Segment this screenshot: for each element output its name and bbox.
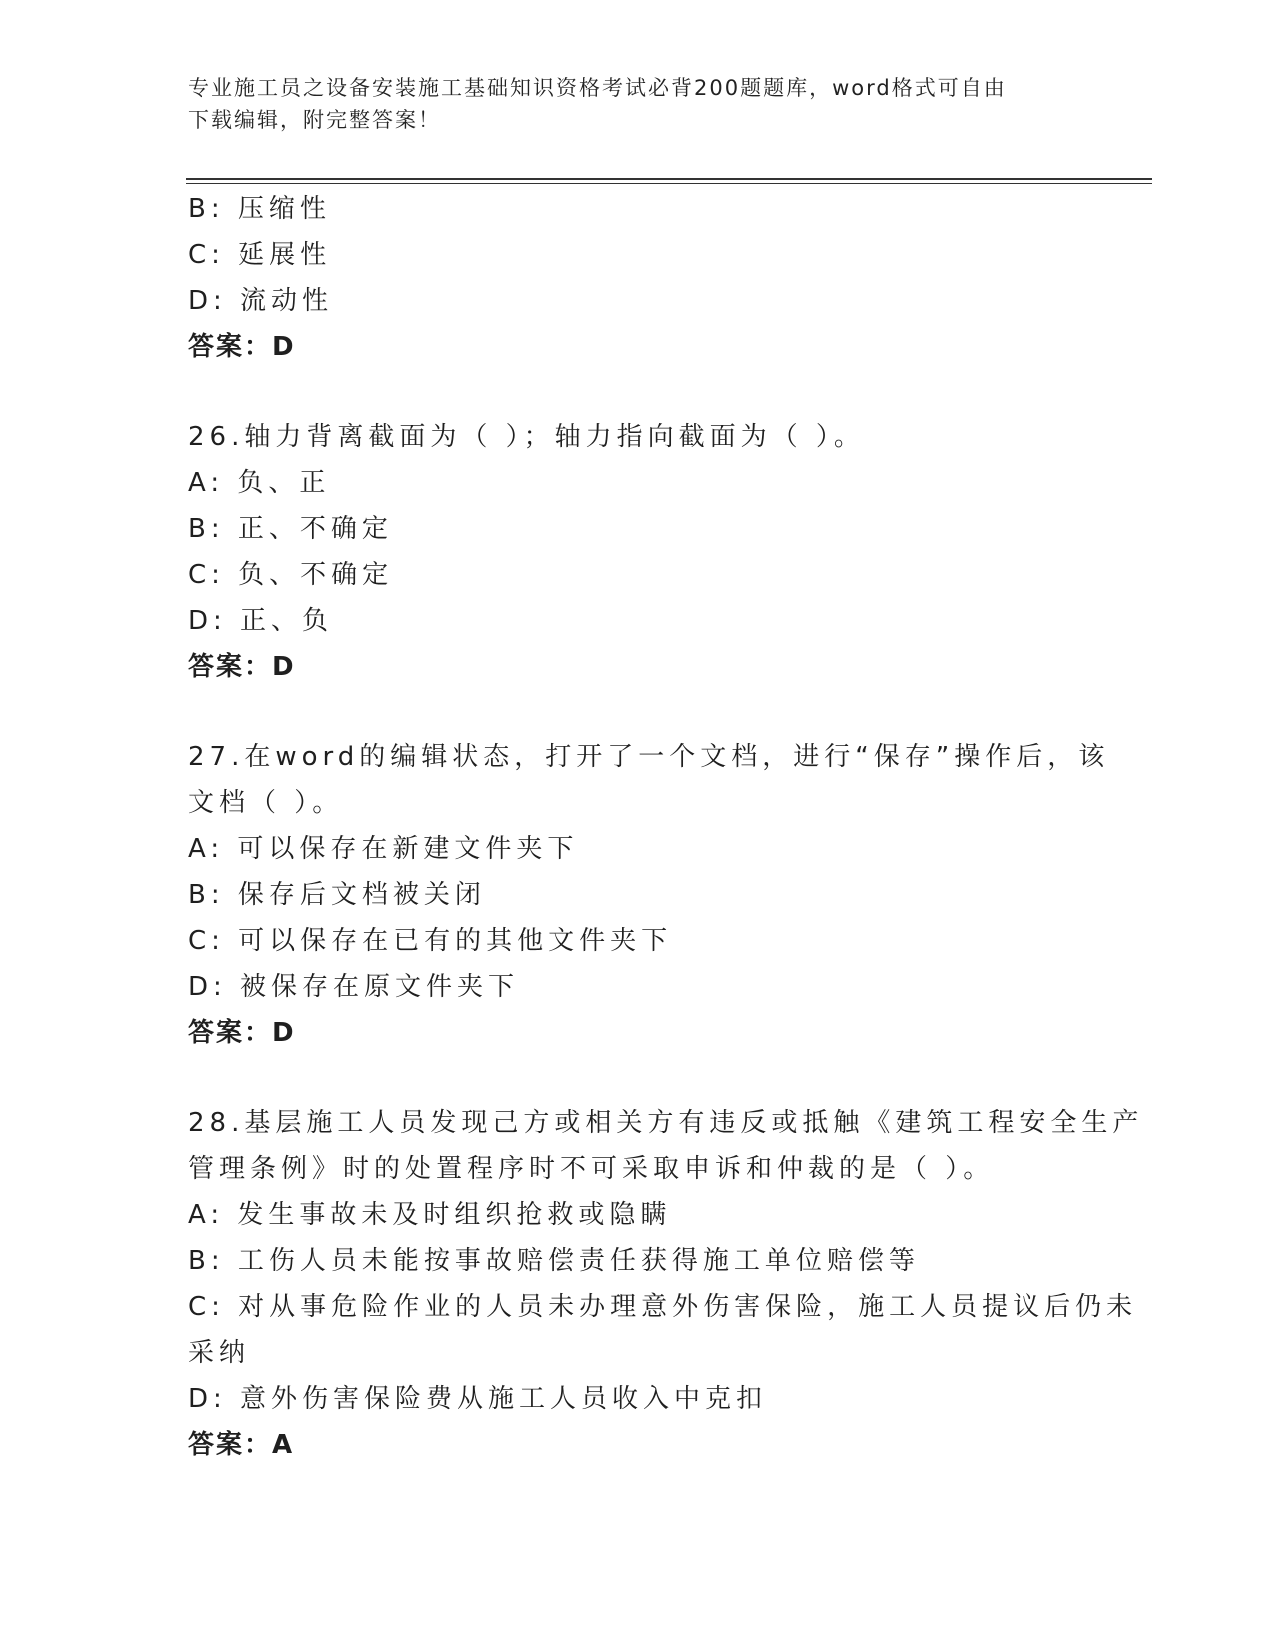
option-a: A: 发生事故未及时组织抢救或隐瞒 (188, 1200, 672, 1230)
question-26 (188, 414, 1088, 690)
document-header (188, 72, 1068, 136)
question-text-line-2: 管理条例》时的处置程序时不可采取申诉和仲裁的是（ ）。 (188, 1154, 995, 1184)
question-27 (188, 734, 1110, 1056)
option-d: D: 流动性 (188, 286, 334, 316)
option-c-line-2: 采纳 (188, 1338, 251, 1368)
option-d: D: 被保存在原文件夹下 (188, 972, 520, 1002)
option-c: C: 可以保存在已有的其他文件夹下 (188, 926, 673, 956)
option-c: C: 负、不确定 (188, 560, 394, 590)
option-a: A: 可以保存在新建文件夹下 (188, 834, 579, 864)
question-text-line-1: 28.基层施工人员发现己方或相关方有违反或抵触《建筑工程安全生产 (188, 1108, 1144, 1138)
answer: 答案：A (188, 1430, 295, 1460)
option-c-line-1: C: 对从事危险作业的人员未办理意外伤害保险，施工人员提议后仍未 (188, 1292, 1138, 1322)
option-b: B: 保存后文档被关闭 (188, 880, 486, 910)
option-b: B: 正、不确定 (188, 514, 393, 544)
header-divider-thin (186, 183, 1152, 184)
option-b: B: 压缩性 (188, 194, 331, 224)
question-25 (188, 186, 1088, 370)
option-a: A: 负、正 (188, 468, 331, 498)
spacer (188, 370, 1088, 414)
answer: 答案：D (188, 652, 296, 682)
question-28 (188, 1100, 1144, 1468)
option-d: D: 意外伤害保险费从施工人员收入中克扣 (188, 1384, 768, 1414)
spacer (188, 1056, 1088, 1100)
header-divider-thick (186, 178, 1152, 180)
spacer (188, 690, 1088, 734)
document-body (188, 186, 1144, 1468)
option-c: C: 延展性 (188, 240, 332, 270)
question-text-line-2: 文档（ ）。 (188, 788, 344, 818)
question-text-line-1: 27.在word的编辑状态，打开了一个文档，进行“保存”操作后，该 (188, 742, 1110, 772)
answer: 答案：D (188, 332, 296, 362)
option-d: D: 正、负 (188, 606, 334, 636)
option-b: B: 工伤人员未能按事故赔偿责任获得施工单位赔偿等 (188, 1246, 920, 1276)
header-line-2: 下载编辑，附完整答案！ (188, 108, 441, 132)
answer: 答案：D (188, 1018, 296, 1048)
question-text: 26.轴力背离截面为（ ）；轴力指向截面为（ ）。 (188, 422, 865, 452)
header-line-1: 专业施工员之设备安装施工基础知识资格考试必背200题题库，word格式可自由 (188, 76, 1007, 100)
